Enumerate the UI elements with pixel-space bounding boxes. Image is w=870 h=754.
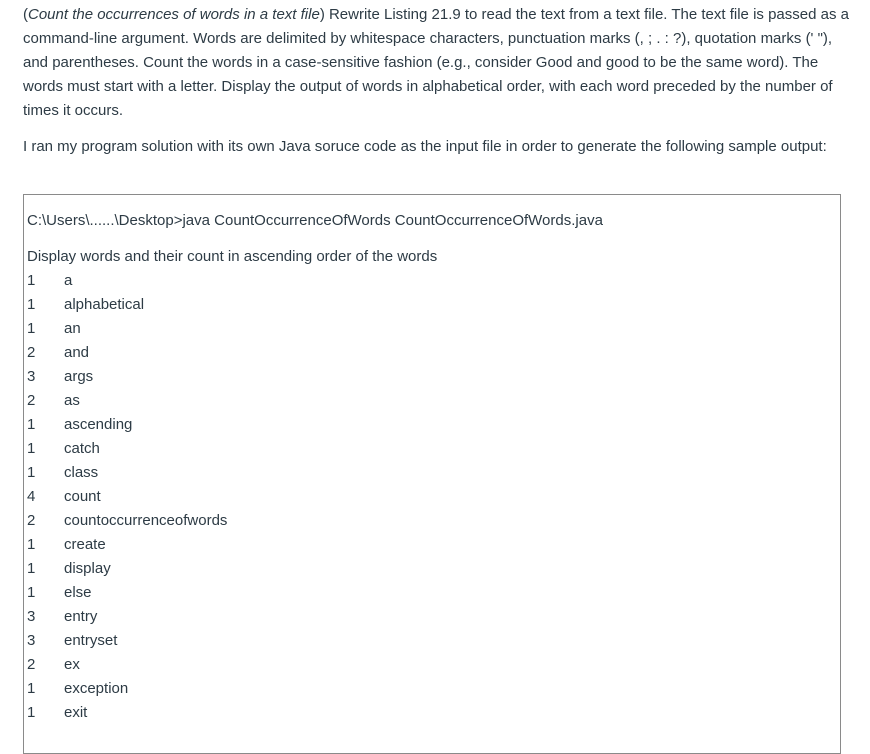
word-count: 1 bbox=[27, 296, 36, 313]
problem-description bbox=[23, 0, 853, 159]
word-count-row bbox=[27, 389, 840, 413]
sample-output-box bbox=[23, 194, 841, 754]
word-text: args bbox=[64, 368, 94, 385]
word-count: 4 bbox=[27, 488, 36, 505]
word-count-row bbox=[27, 581, 840, 605]
word-text: countoccurrenceofwords bbox=[64, 512, 228, 529]
word-count-row bbox=[27, 317, 840, 341]
word-count: 1 bbox=[27, 320, 36, 337]
word-count: 3 bbox=[27, 608, 36, 625]
word-text: count bbox=[64, 488, 101, 505]
word-count-row bbox=[27, 341, 840, 365]
word-count-row bbox=[27, 269, 840, 293]
word-count: 3 bbox=[27, 632, 36, 649]
word-text: entryset bbox=[64, 632, 118, 649]
word-count: 2 bbox=[27, 656, 36, 673]
word-count: 1 bbox=[27, 272, 36, 289]
word-count-row bbox=[27, 629, 840, 653]
word-text: an bbox=[64, 320, 81, 337]
word-text: ascending bbox=[64, 416, 133, 433]
word-text: create bbox=[64, 536, 106, 553]
word-count: 1 bbox=[27, 416, 36, 433]
word-count-row bbox=[27, 437, 840, 461]
word-count: 2 bbox=[27, 392, 36, 409]
word-count: 2 bbox=[27, 344, 36, 361]
word-count: 2 bbox=[27, 512, 36, 529]
word-count: 1 bbox=[27, 584, 36, 601]
word-text: alphabetical bbox=[64, 296, 145, 313]
command-line: C:\Users\......\Desktop>java CountOccurrenceOfWords CountOccurrenceOfWords.java bbox=[27, 212, 603, 229]
word-text: entry bbox=[64, 608, 98, 625]
word-count-list bbox=[27, 269, 840, 725]
word-text: class bbox=[64, 464, 99, 481]
word-text: a bbox=[64, 272, 73, 289]
word-text: display bbox=[64, 560, 111, 577]
word-text: else bbox=[64, 584, 92, 601]
sample-output-intro: I ran my program solution with its own Java soruce code as the input file in order to generate the following sample output: bbox=[23, 138, 827, 155]
word-count-row bbox=[27, 485, 840, 509]
word-count: 1 bbox=[27, 704, 36, 721]
word-count-row bbox=[27, 461, 840, 485]
word-text: exit bbox=[64, 704, 88, 721]
word-text: and bbox=[64, 344, 90, 361]
problem-title: Count the occurrences of words in a text file bbox=[28, 6, 320, 23]
word-count-row bbox=[27, 653, 840, 677]
word-count-row bbox=[27, 413, 840, 437]
word-count-row bbox=[27, 557, 840, 581]
word-text: catch bbox=[64, 440, 100, 457]
word-text: as bbox=[64, 392, 80, 409]
word-count: 1 bbox=[27, 680, 36, 697]
word-count: 1 bbox=[27, 440, 36, 457]
problem-statement bbox=[23, 3, 853, 123]
word-count-row bbox=[27, 533, 840, 557]
output-heading: Display words and their count in ascending order of the words bbox=[27, 248, 438, 265]
problem-body: ) Rewrite Listing 21.9 to read the text from a text file. The text file is passed as a command-line argument. Words are delimited by whitespace characters, punctuation marks (, ; . : ?), quotation marks (' "), and parentheses. Count the words in a case-sensitive fashion (e.g., consider Good and good to be the same word). The words must start with a letter. Display the output of words in alphabetical order, with each word preceded by the number of times it occurs. bbox=[23, 6, 849, 119]
word-count-row bbox=[27, 509, 840, 533]
word-count: 3 bbox=[27, 368, 36, 385]
word-text: ex bbox=[64, 656, 80, 673]
word-count-row bbox=[27, 677, 840, 701]
word-count-row bbox=[27, 701, 840, 725]
word-count: 1 bbox=[27, 464, 36, 481]
word-text: exception bbox=[64, 680, 129, 697]
word-count-row bbox=[27, 365, 840, 389]
word-count: 1 bbox=[27, 560, 36, 577]
word-count-row bbox=[27, 293, 840, 317]
word-count: 1 bbox=[27, 536, 36, 553]
paren-open: ( bbox=[23, 6, 28, 23]
word-count-row bbox=[27, 605, 840, 629]
